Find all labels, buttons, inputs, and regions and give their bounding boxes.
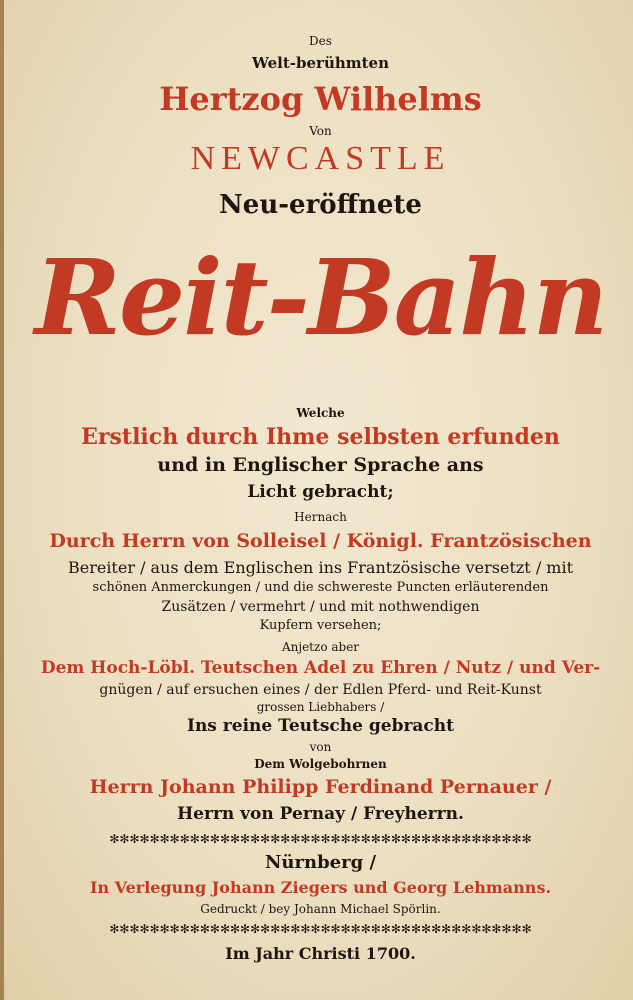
line-solleisel: Durch Herrn von Solleisel / Königl. Frantzösischen <box>49 530 592 552</box>
line-von: Von <box>309 124 332 138</box>
line-pernauer: Herrn Johann Philipp Ferdinand Pernauer / <box>89 776 552 798</box>
line-welt-beruehmten: Welt-berühmten <box>251 54 389 72</box>
line-gedruckt: Gedruckt / bey Johann Michael Spörlin. <box>200 902 441 916</box>
line-bereiter: Bereiter / aus dem Englischen ins Frantzösische versetzt / mit <box>67 558 574 577</box>
line-erstlich: Erstlich durch Ihme selbsten erfunden <box>81 424 560 450</box>
line-teutschen-adel: Dem Hoch-Löbl. Teutschen Adel zu Ehren / Nutz / und Ver- <box>40 658 601 678</box>
line-zusaetzen: Zusätzen / vermehrt / und mit nothwendigen <box>161 599 480 615</box>
line-anmerckungen: schönen Anmerckungen / und die schwereste Puncten erläuterenden <box>92 580 549 595</box>
ornamental-rule-top: ✻✻✻✻✻✻✻✻✻✻✻✻✻✻✻✻✻✻✻✻✻✻✻✻✻✻✻✻✻✻✻✻✻✻✻✻✻✻✻✻✻✻ <box>109 832 532 846</box>
line-liebhabers: grossen Liebhabers / <box>256 700 385 714</box>
line-reit-bahn: Reit-Bahn <box>34 236 607 359</box>
line-welche: Welche <box>296 406 345 420</box>
line-von-lower: von <box>309 740 332 754</box>
line-englischer-sprache: und in Englischer Sprache ans <box>157 454 484 476</box>
ornamental-rule-bottom: ✻✻✻✻✻✻✻✻✻✻✻✻✻✻✻✻✻✻✻✻✻✻✻✻✻✻✻✻✻✻✻✻✻✻✻✻✻✻✻✻✻✻ <box>109 922 532 936</box>
line-verlegung: In Verlegung Johann Ziegers und Georg Lehmanns. <box>89 878 552 897</box>
line-anjetzo-aber: Anjetzo aber <box>281 640 360 654</box>
line-des: Des <box>309 34 332 48</box>
line-kupfern: Kupfern versehen; <box>259 618 382 633</box>
line-reit-kunst: gnügen / auf ersuchen eines / der Edlen Pferd- und Reit-Kunst <box>99 682 542 698</box>
line-hernach: Hernach <box>294 510 347 524</box>
line-licht-gebracht: Licht gebracht; <box>247 482 394 502</box>
line-newcastle: NEWCASTLE <box>190 140 451 177</box>
line-wolgebohrnen: Dem Wolgebohrnen <box>254 757 387 771</box>
line-pernay: Herrn von Pernay / Freyherrn. <box>177 804 464 824</box>
line-nuernberg: Nürnberg / <box>264 852 377 873</box>
line-teutsche-gebracht: Ins reine Teutsche gebracht <box>187 716 454 736</box>
line-hertzog-wilhelms: Hertzog Wilhelms <box>159 80 482 118</box>
line-jahr-christi: Im Jahr Christi 1700. <box>225 944 416 963</box>
line-neu-eroeffnete: Neu-eröffnete <box>219 190 422 220</box>
